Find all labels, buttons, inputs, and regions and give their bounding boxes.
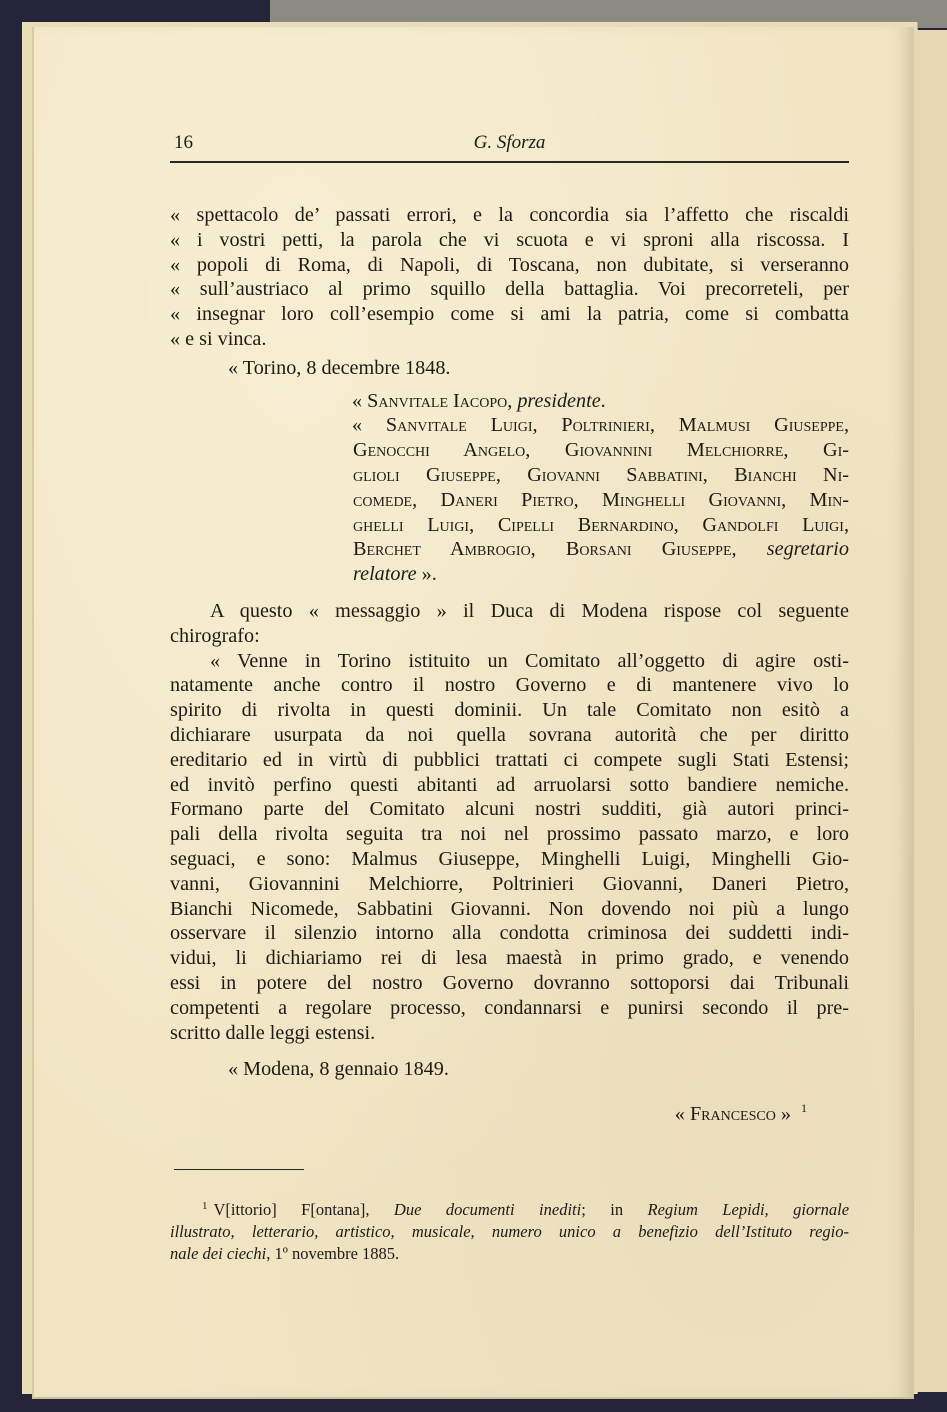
facing-page-edge — [912, 30, 947, 1392]
signatories-block — [170, 389, 849, 587]
text-line: essi in potere del nostro Governo dovranno sottoporsi dai Tribunali — [170, 971, 849, 994]
text-line: vidui, li dichiariamo rei di lesa maestà in primo grado, e venendo — [170, 947, 849, 970]
text-line: dichiarare usurpata da noi quella sovrana autorità che per diritto — [170, 723, 849, 746]
narration-paragraph — [170, 599, 849, 649]
text-line: osservare il silenzio intorno alla condotta criminosa dei suddetti indi- — [170, 922, 849, 945]
secretary-title: segretario — [766, 538, 850, 561]
president-line: « Sanvitale Iacopo, presidente. — [352, 389, 606, 412]
footnote-reference[interactable]: 1 — [801, 1101, 807, 1116]
president-title: presidente — [517, 389, 601, 412]
message-date: « Torino, 8 decembre 1848. — [228, 356, 451, 379]
text-line: vanni, Giovannini Melchiorre, Poltrinieri Giovanni, Daneri Pietro, — [170, 872, 849, 895]
text-line: ereditario ed in virtù di pubblici trattati ci compete sugli Stati Estensi; — [170, 748, 849, 771]
text-line: competenti a regolare processo, condannarsi e punirsi secondo il pre- — [170, 996, 849, 1019]
text-line: natamente anche contro il nostro Governo e di mantenere vivo lo — [170, 674, 849, 697]
decree-paragraph — [170, 649, 849, 1127]
footnote-line: $^1$ V[ittorio] F[ontana], Due documenti inediti; in Regium Lepidi, giornale — [202, 1200, 850, 1219]
body-text — [170, 203, 849, 1127]
text-line: A questo « messaggio » il Duca di Modena rispose col seguente — [210, 599, 849, 622]
text-line: « insegnar loro coll’esempio come si ami la patria, come si combatta — [170, 303, 849, 326]
text-line: « popoli di Roma, di Napoli, di Toscana, non dubitate, si verseranno — [170, 253, 849, 276]
footnote-title: Due documenti inediti — [393, 1200, 582, 1219]
text-line: « i vostri petti, la parola che vi scuota e vi sproni alla riscossa. I — [170, 228, 849, 251]
decree-signature: « Francesco » $^1$ — [674, 1101, 807, 1126]
text-line: « Venne in Torino istituito un Comitato all’oggetto di agire osti- — [210, 649, 849, 672]
text-line: seguaci, e sono: Malmus Giuseppe, Minghelli Luigi, Minghelli Gio- — [170, 847, 849, 870]
footnote-rule — [174, 1169, 304, 1170]
decree-date: « Modena, 8 gennaio 1849. — [228, 1058, 449, 1081]
text-line: « sull’austriaco al primo squillo della battaglia. Voi precorreteli, per — [170, 278, 849, 301]
text-line: chirografo: — [170, 624, 260, 647]
footnote-marker: 1 — [202, 1200, 208, 1212]
text-line: ed invitò perfino questi abitanti ad arruolarsi sotto bandiere nemiche. — [170, 773, 849, 796]
message-conclusion — [170, 203, 849, 381]
president-name: Sanvitale Iacopo — [367, 389, 508, 412]
text-line: pali della rivolta seguita tra noi nel prossimo passato marzo, e loro — [170, 823, 849, 846]
members-line: Berchet Ambrogio, Borsani Giuseppe, segretario — [353, 538, 850, 561]
text-line: scritto dalle leggi estensi. — [170, 1021, 376, 1044]
header-rule — [170, 161, 849, 163]
running-head — [170, 132, 849, 162]
text-line: « spettacolo de’ passati errori, e la concordia sia l’affetto che riscaldi — [170, 204, 849, 226]
footnote-line: nale dei ciechi, 1º novembre 1885. — [170, 1244, 400, 1263]
text-line: « e si vinca. — [170, 327, 267, 350]
members-line: glioli Giuseppe, Giovanni Sabbatini, Bianchi Ni- — [353, 463, 849, 486]
running-head-author: G. Sforza — [473, 132, 546, 153]
text-line: Bianchi Nicomede, Sabbatini Giovanni. Non dovendo noi più a lungo — [170, 897, 849, 920]
book-page — [32, 27, 914, 1399]
members-line: Genocchi Angelo, Giovannini Melchiorre, Gi- — [353, 439, 849, 462]
members-line-end: relatore ». — [353, 563, 437, 586]
footnote-journal: Regium Lepidi, giornale — [647, 1200, 850, 1219]
footnote — [170, 1195, 849, 1265]
members-line: comede, Daneri Pietro, Minghelli Giovanni, Min- — [353, 488, 849, 511]
members-line: ghelli Luigi, Cipelli Bernardino, Gandolfi Luigi, — [353, 513, 849, 536]
text-line: spirito di rivolta in questi dominii. Un tale Comitato non esitò a — [170, 699, 849, 722]
members-line: « Sanvitale Luigi, Poltrinieri, Malmusi Giuseppe, — [352, 414, 849, 437]
footnote-line: illustrato, letterario, artistico, musicale, numero unico a benefizio dell’Istituto regio- — [170, 1222, 849, 1241]
page-number: 16 — [174, 132, 193, 153]
text-line: Formano parte del Comitato alcuni nostri sudditi, già autori princi- — [170, 798, 849, 821]
